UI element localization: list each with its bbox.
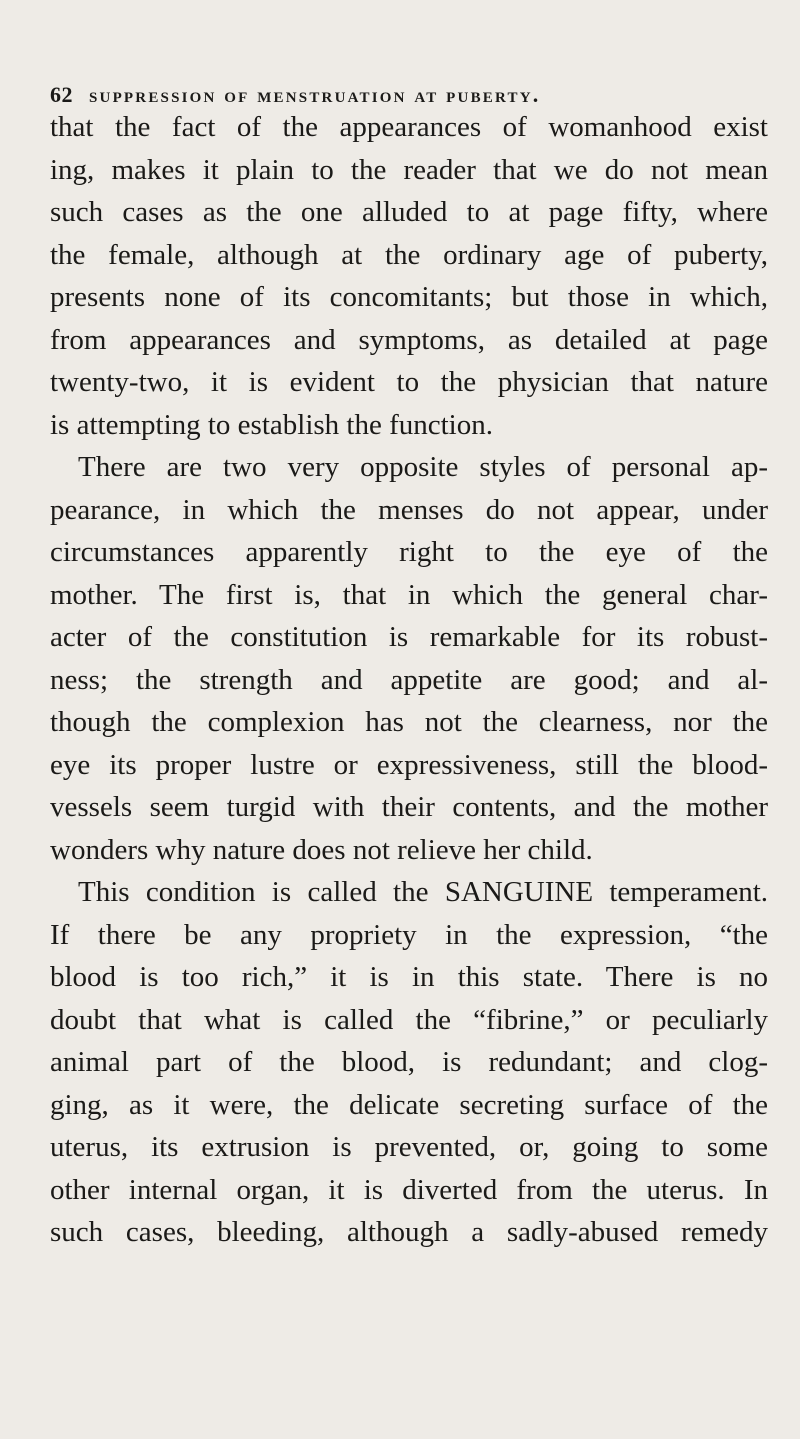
running-head xyxy=(50,82,710,108)
text-line: uterus, its extrusion is prevented, or, going to some xyxy=(50,1131,768,1163)
text-line: that the fact of the appearances of womanhood exist xyxy=(50,111,768,143)
text-line: circumstances apparently right to the eye of the xyxy=(50,536,768,568)
page-number: 62 xyxy=(50,82,73,107)
text-line: though the complexion has not the clearness, nor the xyxy=(50,706,768,738)
text-line: There are two very opposite styles of personal ap- xyxy=(78,451,768,483)
text-line: wonders why nature does not relieve her child. xyxy=(50,833,593,866)
text-line: ness; the strength and appetite are good; and al- xyxy=(50,663,768,696)
text-line: If there be any propriety in the expression, “the xyxy=(50,918,768,951)
text-line: vessels seem turgid with their contents, and the mother xyxy=(50,791,768,823)
text-line: eye its proper lustre or expressiveness, still the blood- xyxy=(50,748,768,781)
text-line: acter of the constitution is remarkable for its robust- xyxy=(50,621,768,653)
text-line: pearance, in which the menses do not appear, under xyxy=(50,493,768,526)
text-line: other internal organ, it is diverted from the uterus. In xyxy=(50,1173,768,1206)
text-line: blood is too rich,” it is in this state. There is no xyxy=(50,961,768,993)
running-head-title: suppression of menstruation at puberty. xyxy=(89,82,541,107)
body-text xyxy=(50,106,768,1254)
text-line: is attempting to establish the function. xyxy=(50,408,493,441)
text-line: twenty-two, it is evident to the physician that nature xyxy=(50,366,768,398)
text-line: such cases as the one alluded to at page fifty, where xyxy=(50,196,768,228)
text-line: ing, makes it plain to the reader that we do not mean xyxy=(50,153,768,186)
text-line: such cases, bleeding, although a sadly-abused remedy xyxy=(50,1216,768,1248)
text-line: animal part of the blood, is redundant; and clog- xyxy=(50,1046,768,1078)
text-line: from appearances and symptoms, as detailed at page xyxy=(50,323,768,356)
text-line: the female, although at the ordinary age of puberty, xyxy=(50,238,768,271)
text-line: presents none of its concomitants; but those in which, xyxy=(50,281,768,313)
text-line: mother. The first is, that in which the general char- xyxy=(50,578,768,611)
text-line: ging, as it were, the delicate secreting surface of the xyxy=(50,1088,768,1121)
text-line: This condition is called the SANGUINE temperament. xyxy=(78,876,768,908)
text-line: doubt that what is called the “fibrine,” or peculiarly xyxy=(50,1003,768,1036)
